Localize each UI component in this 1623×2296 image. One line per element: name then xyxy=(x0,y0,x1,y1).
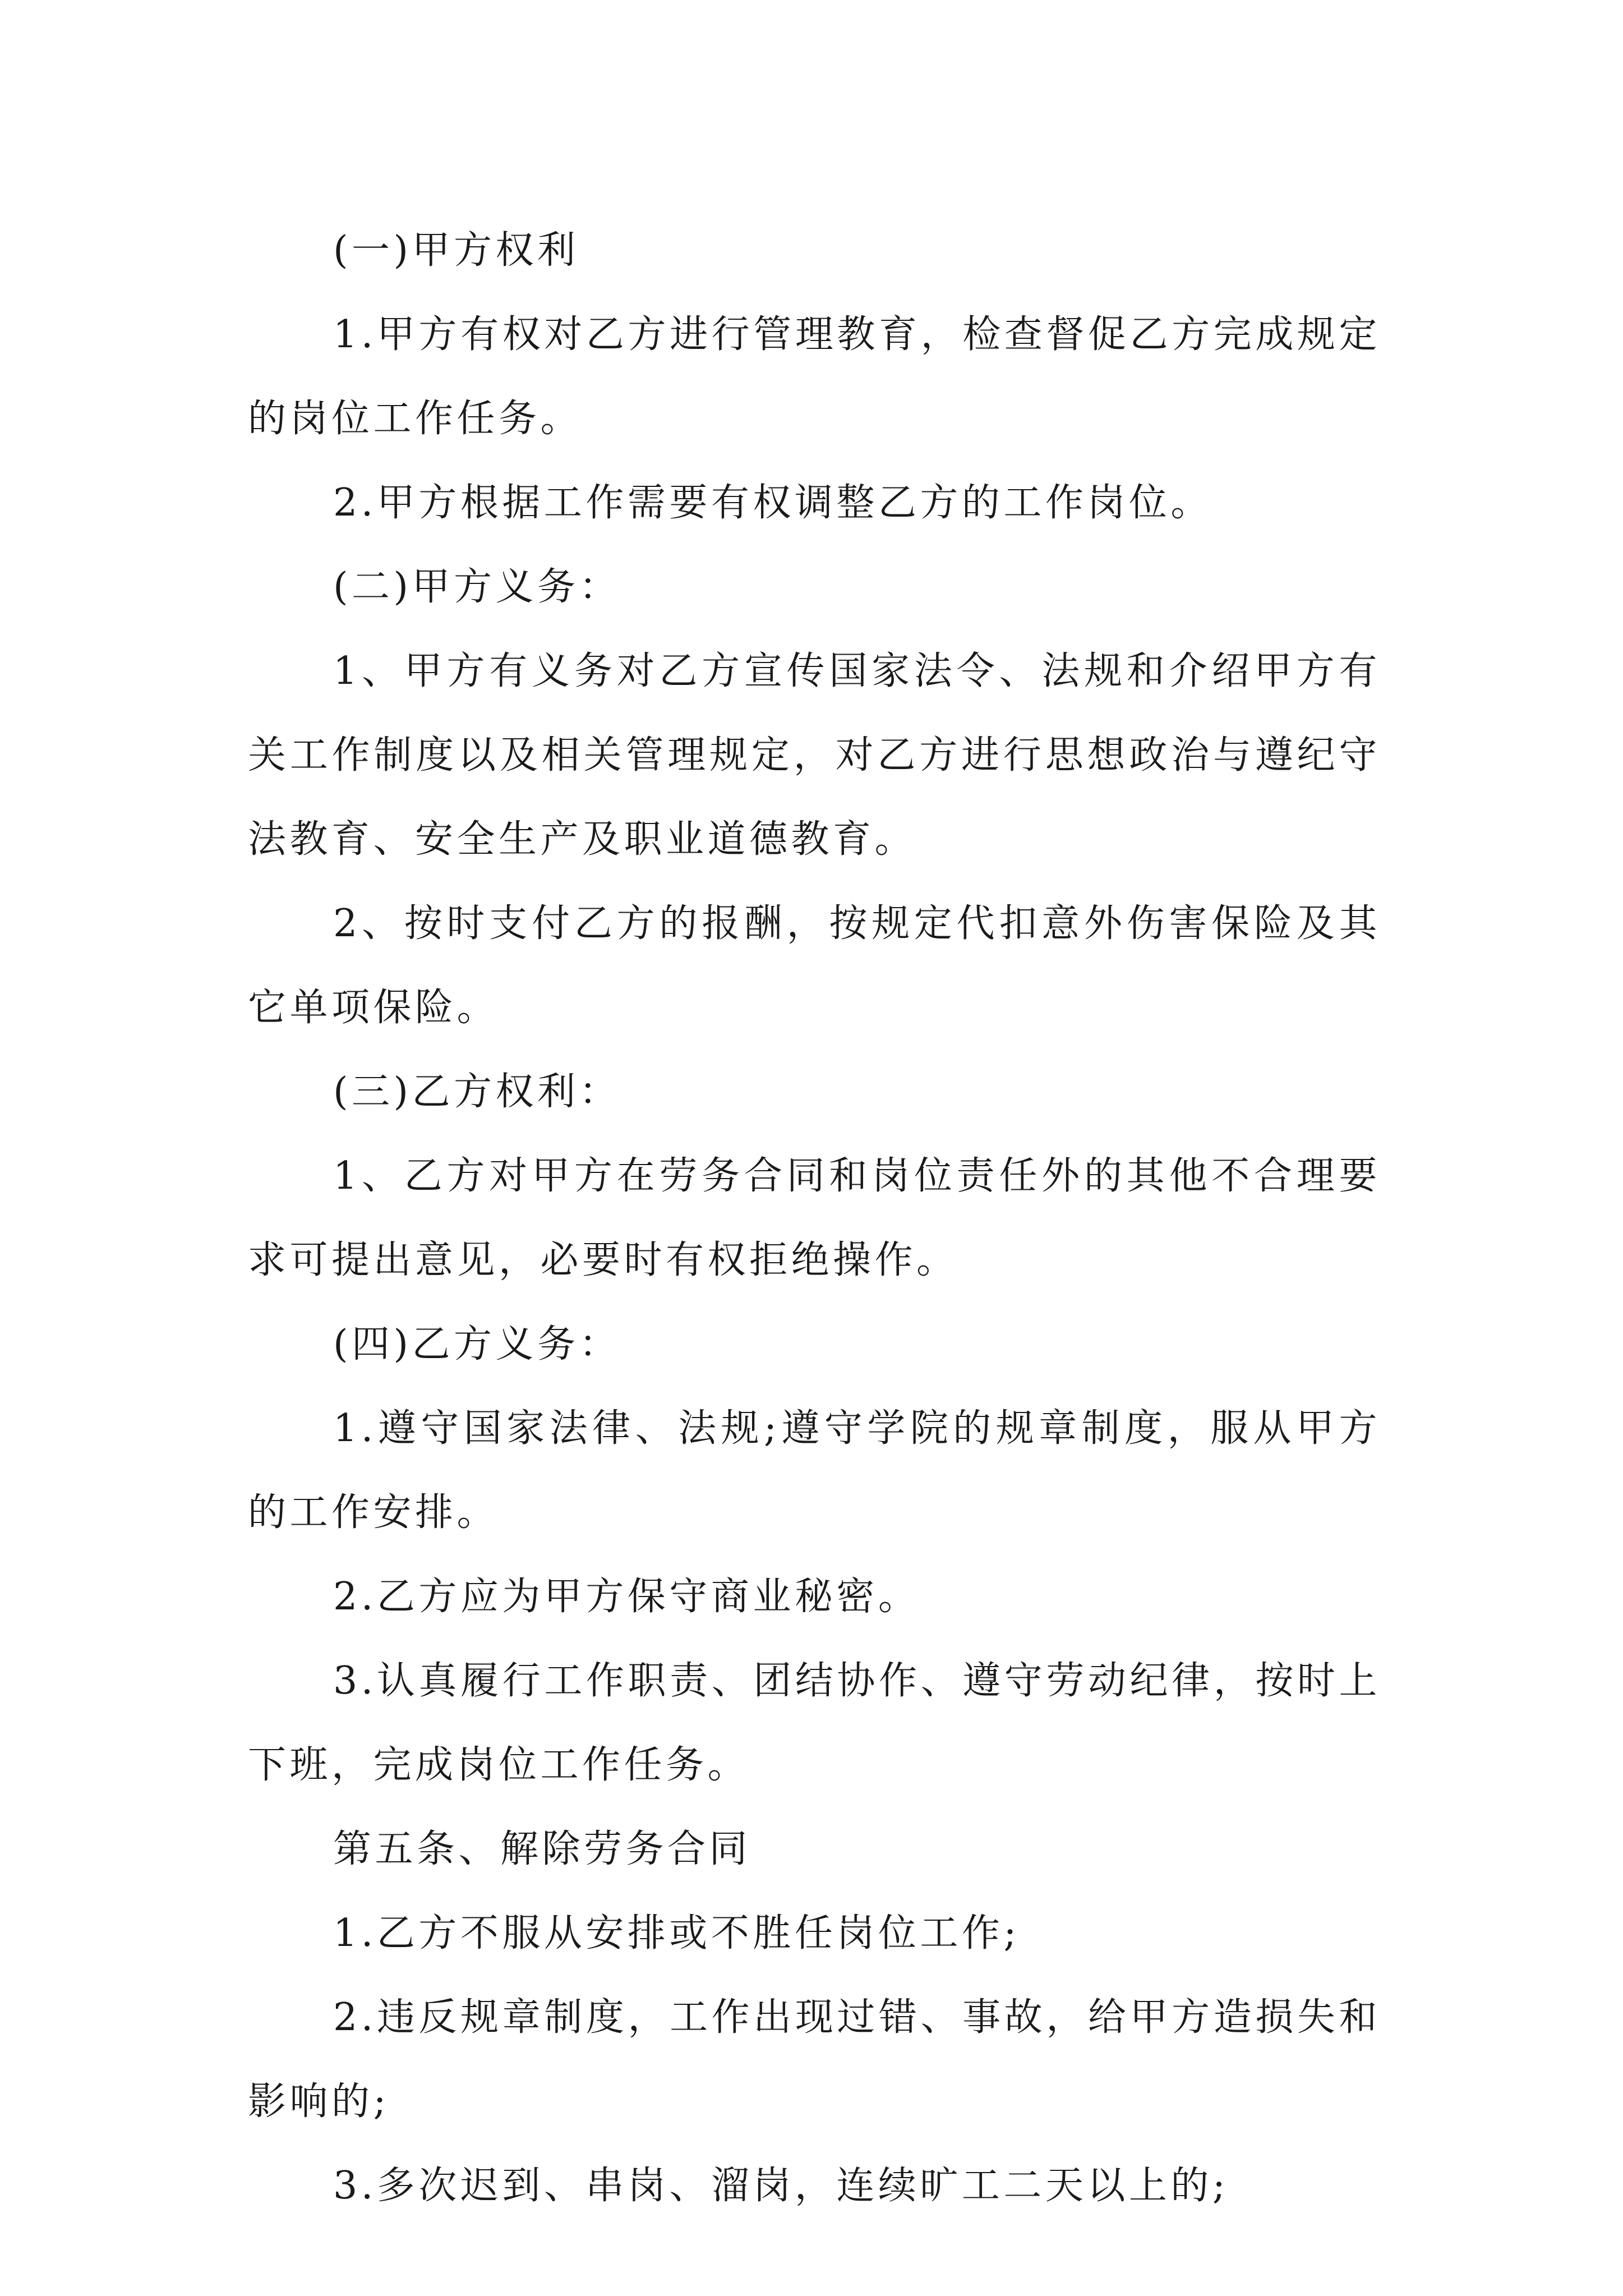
paragraph: 1、乙方对甲方在劳务合同和岗位责任外的其他不合理要求可提出意见，必要时有权拒绝操作。 xyxy=(248,1154,1381,1282)
section-heading-party-b-obligations: (四)乙方义务： xyxy=(333,1322,621,1366)
paragraph: 2.甲方根据工作需要有权调整乙方的工作岗位。 xyxy=(333,481,1212,525)
paragraph: 1.乙方不服从安排或不胜任岗位工作; xyxy=(333,1911,1020,1955)
article-heading-contract-termination: 第五条、解除劳务合同 xyxy=(333,1827,751,1871)
section-heading-party-a-obligations: (二)甲方义务： xyxy=(333,565,621,609)
document-body xyxy=(248,209,1381,2228)
paragraph: 1.甲方有权对乙方进行管理教育，检查督促乙方完成规定的岗位工作任务。 xyxy=(248,312,1381,441)
paragraph: 1、甲方有义务对乙方宣传国家法令、法规和介绍甲方有关工作制度以及相关管理规定，对乙方进行思想政治与遵纪守法教育、安全生产及职业道德教育。 xyxy=(248,649,1381,862)
paragraph: 1.遵守国家法律、法规;遵守学院的规章制度，服从甲方的工作安排。 xyxy=(248,1406,1381,1535)
paragraph: 2.乙方应为甲方保守商业秘密。 xyxy=(333,1575,920,1619)
paragraph: 3.认真履行工作职责、团结协作、遵守劳动纪律，按时上下班，完成岗位工作任务。 xyxy=(248,1659,1381,1787)
paragraph: 2、按时支付乙方的报酬，按规定代扣意外伤害保险及其它单项保险。 xyxy=(248,901,1381,1030)
paragraph: 3.多次迟到、串岗、溜岗，连续旷工二天以上的; xyxy=(333,2164,1229,2208)
section-heading-party-b-rights: (三)乙方权利： xyxy=(333,1070,621,1114)
section-heading-party-a-rights: (一)甲方权利 xyxy=(333,228,579,273)
paragraph: 2.违反规章制度，工作出现过错、事故，给甲方造损失和影响的; xyxy=(248,1995,1381,2124)
